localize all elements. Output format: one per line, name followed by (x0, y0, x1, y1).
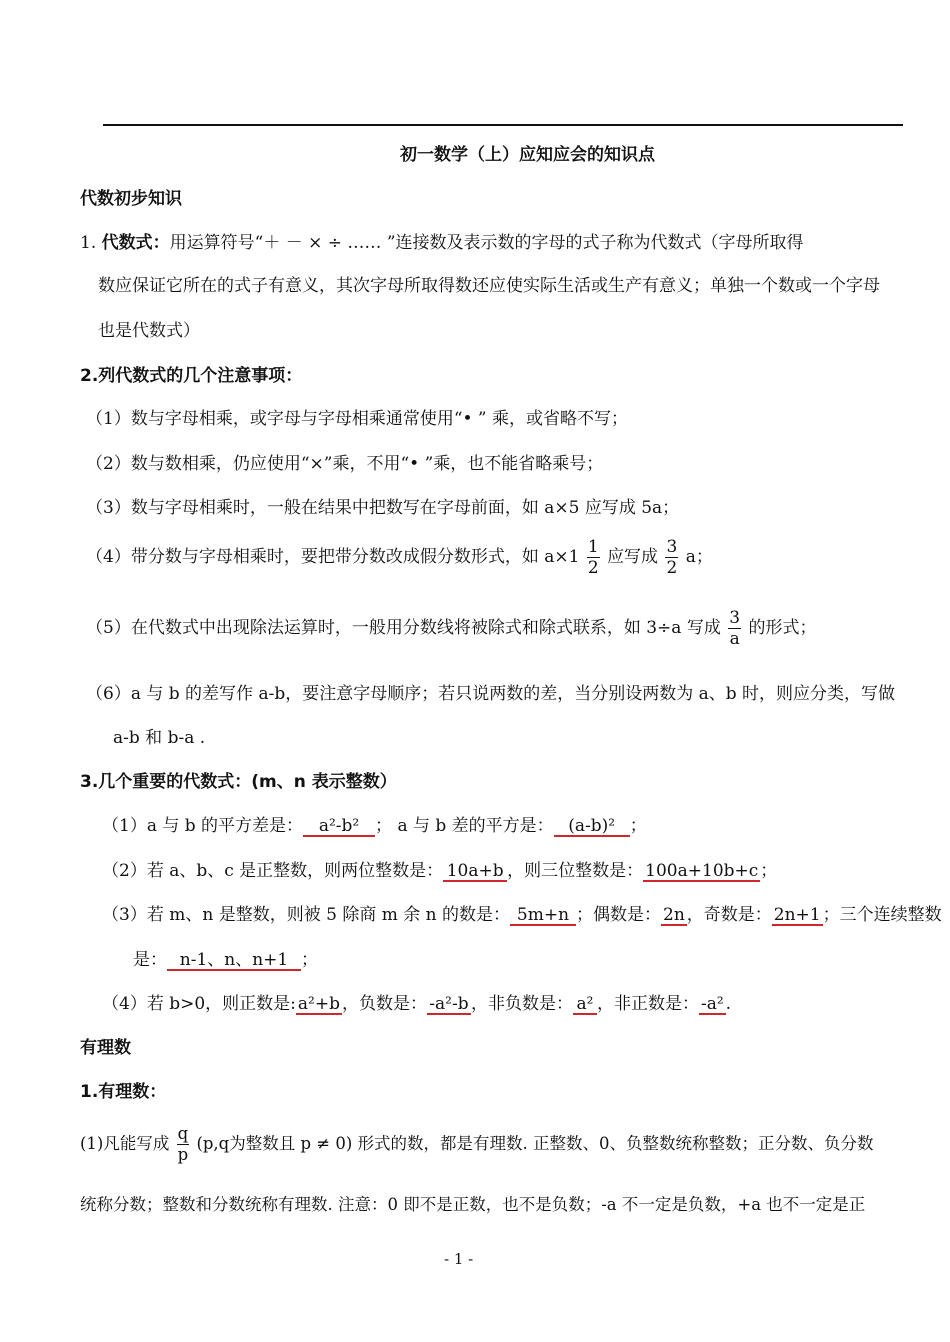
section-heading-rational: 有理数 (80, 1038, 131, 1058)
answer-blank: 2n (663, 905, 685, 925)
item4-text-a: (1)凡能写成 (80, 1134, 170, 1153)
answer-blank: a²+b (297, 994, 340, 1014)
fraction-numerator: q (177, 1124, 189, 1143)
q2-text-b: ，则三位整数是： (507, 861, 644, 881)
item4-text-b: (p,q为整数且 p ≠ 0) 形式的数，都是有理数. 正整数、0、负整数统称整数；正分数、负分数 (196, 1134, 874, 1153)
item2-p5-text-a: （5）在代数式中出现除法运算时，一般用分数线将被除式和除式联系，如 3÷a 写成 (86, 618, 721, 638)
answer-blank: (a-b)² (554, 817, 630, 837)
answer-blank: 2n+1 (773, 905, 821, 925)
item1-line3: 也是代数式） (98, 321, 200, 341)
rational-fraction (177, 1124, 190, 1165)
item3-q4 (102, 989, 731, 1015)
item4-line2: 统称分数；整数和分数统称有理数. 注意：0 即不是正数，也不是负数；-a 不一定是负数，+a 也不一定是正 (80, 1195, 866, 1214)
q4-text-e: . (725, 994, 732, 1014)
item4-p1 (80, 1124, 874, 1165)
q4-text-d: ，非正数是： (596, 994, 699, 1014)
item2-p3: （3）数与字母相乘时，一般在结果中把数写在字母前面，如 a×5 应写成 5a； (86, 498, 680, 518)
q4-text-b: ，负数是： (341, 994, 427, 1014)
q1-text-a: （1）a 与 b 的平方差是： (102, 816, 304, 836)
item3-q1 (102, 811, 647, 837)
fraction-denominator: p (177, 1145, 189, 1164)
item2-p4-text-b: 应写成 (607, 547, 659, 567)
division-fraction (728, 608, 741, 649)
item1-line1 (80, 228, 804, 253)
item2-p2: （2）数与数相乘，仍应使用“×”乘，不用“• ”乘，也不能省略乘号； (86, 454, 604, 474)
item2-p6-line1: （6）a 与 b 的差写作 a-b，要注意字母顺序；若只说两数的差，当分别设两数为 a、b 时，则应分类，写做 (86, 684, 896, 704)
improper-fraction (665, 537, 678, 578)
item3-heading: 3.几个重要的代数式：(m、n 表示整数） (80, 772, 397, 792)
item1-term: 代数式： (101, 233, 170, 253)
page-title: 初一数学（上）应知应会的知识点 (400, 145, 655, 165)
q4-text-c: ，非负数是： (470, 994, 573, 1014)
item2-heading: 2.列代数式的几个注意事项： (80, 366, 303, 386)
item2-p1: （1）数与字母相乘，或字母与字母相乘通常使用“• ” 乘，或省略不写； (86, 409, 629, 429)
fraction-numerator: 3 (666, 537, 678, 557)
q3-text-e: 是： (133, 950, 167, 970)
item2-p5-text-b: 的形式； (748, 618, 817, 638)
answer-blank: a²-b² (303, 817, 375, 837)
q4-text-a: （4）若 b>0，则正数是: (102, 994, 296, 1014)
answer-blank: 100a+10b+c (645, 861, 759, 881)
q1-text-c: ； (629, 816, 647, 836)
fraction-numerator: 3 (729, 608, 741, 628)
item1-line2: 数应保证它所在的式子有意义，其次字母所取得数还应使实际生活或生产有意义；单独一个数或一个字母 (98, 276, 880, 296)
item1-number: 1. (80, 233, 97, 253)
item3-q2 (102, 856, 777, 882)
item2-p5 (86, 608, 816, 649)
fraction-denominator: a (729, 629, 740, 649)
fraction-denominator: 2 (587, 558, 599, 578)
answer-blank: -a² (700, 994, 724, 1014)
q3-text-f: ； (301, 950, 318, 970)
item2-p4 (86, 537, 713, 578)
header-rule (103, 124, 903, 126)
answer-blank: a² (573, 995, 597, 1015)
q2-text-c: ； (760, 861, 778, 881)
q3-text-a: （3）若 m、n 是整数，则被 5 除商 m 余 n 的数是： (102, 905, 510, 925)
answer-blank: -a²-b (427, 995, 471, 1015)
q3-text-b: ；偶数是： (576, 905, 661, 925)
q1-text-b: ； a 与 b 差的平方是： (375, 816, 554, 836)
item3-q3-cont (133, 945, 318, 971)
q3-text-d: ；三个连续整数 (822, 905, 942, 925)
fraction-numerator: 1 (587, 537, 599, 557)
page-number: - 1 - (444, 1250, 474, 1268)
item4-heading: 1.有理数： (80, 1082, 167, 1102)
answer-blank: 10a+b (443, 862, 507, 882)
item1-text-1: 用运算符号“＋ － × ÷ …… ”连接数及表示数的字母的式子称为代数式（字母所取得 (169, 233, 804, 253)
answer-blank: 5m+n (510, 906, 576, 926)
fraction-denominator: 2 (666, 558, 678, 578)
item2-p6-line2: a-b 和 b-a . (113, 728, 206, 748)
item3-q3 (102, 900, 942, 926)
section-heading-algebra: 代数初步知识 (80, 189, 182, 209)
q3-text-c: ，奇数是： (686, 905, 772, 925)
answer-blank: n-1、n、n+1 (167, 951, 301, 971)
item2-p4-text-c: a； (685, 547, 713, 567)
item2-p4-text-a: （4）带分数与字母相乘时，要把带分数改成假分数形式，如 a×1 (86, 547, 580, 567)
q2-text-a: （2）若 a、b、c 是正整数，则两位整数是： (102, 861, 444, 881)
mixed-fraction (587, 537, 600, 578)
